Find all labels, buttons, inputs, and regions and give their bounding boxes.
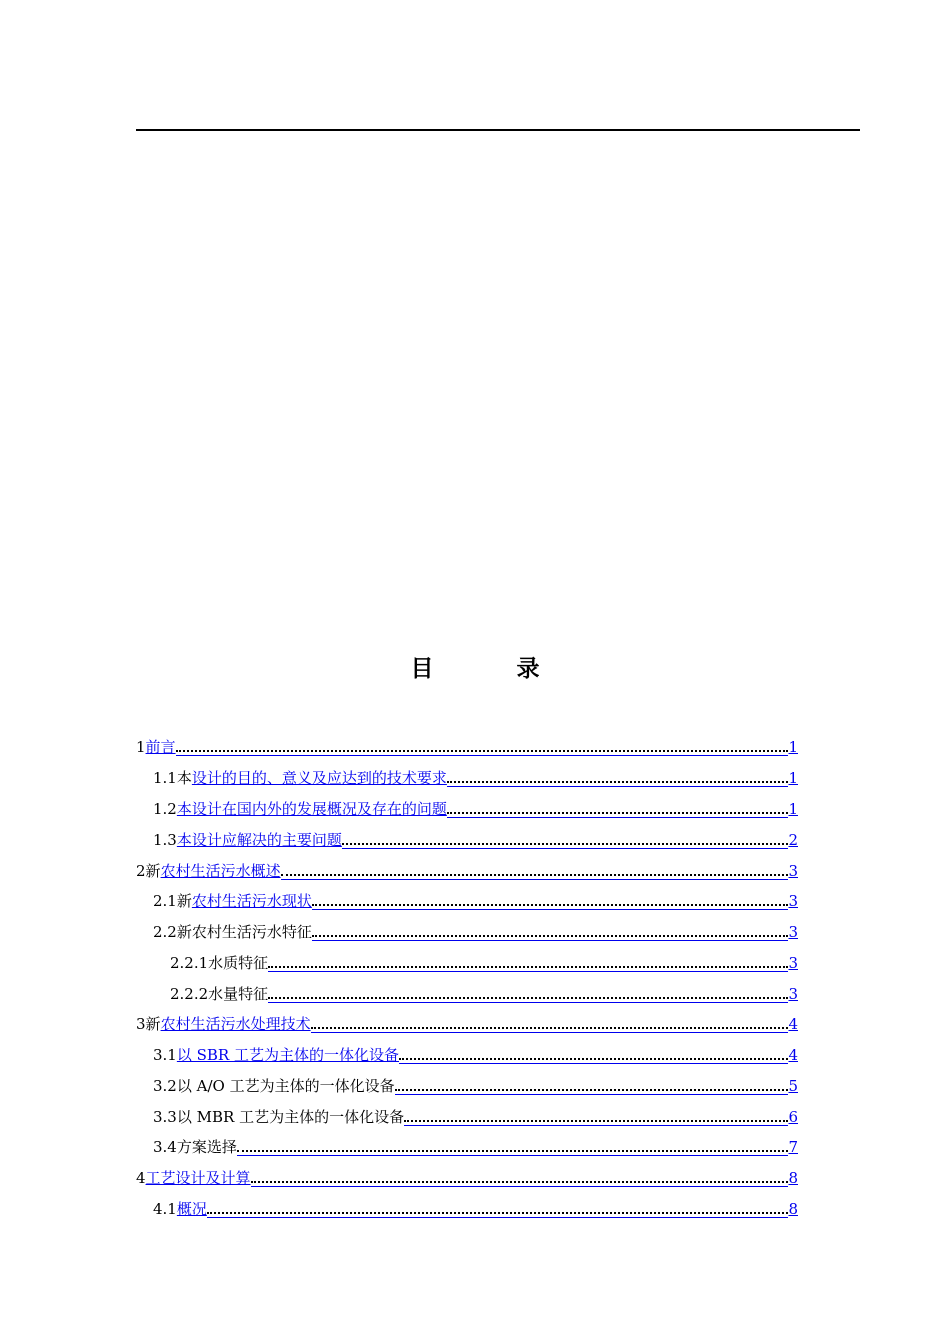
toc-entry-link[interactable]: 农村生活污水现状 (191, 892, 312, 910)
toc-entry-4[interactable] (136, 1164, 798, 1188)
toc-entry-2-2-1[interactable] (170, 949, 798, 973)
toc-entry-2-2[interactable] (153, 918, 798, 942)
toc-entry-number: 2.2 (153, 923, 177, 941)
toc-entry-2[interactable] (136, 857, 798, 881)
toc-title: 目 录 (410, 655, 570, 682)
toc-dot-leader (176, 737, 789, 757)
toc-entry-link[interactable]: 前言 (145, 738, 176, 756)
toc-page-number[interactable]: 4 (788, 1015, 798, 1033)
toc-entry-link[interactable]: 本设计应解决的主要问题 (176, 831, 342, 849)
toc-entry-number: 2.1 (153, 892, 177, 910)
toc-entry-number: 3.1 (153, 1046, 177, 1064)
toc-entry-text: 新 (176, 892, 192, 910)
toc-entry-3-4[interactable] (153, 1133, 798, 1157)
toc-entry-link[interactable]: 以 SBR 工艺为主体的一体化设备 (176, 1046, 399, 1064)
toc-entry-link[interactable]: 工艺设计及计算 (145, 1169, 251, 1187)
toc-entry-number: 3.3 (153, 1108, 177, 1126)
toc-entry-link[interactable]: 概况 (176, 1200, 207, 1218)
toc-page-number[interactable]: 7 (788, 1138, 798, 1156)
toc-dot-leader (207, 1199, 789, 1219)
toc-entry-link[interactable]: 农村生活污水概述 (160, 862, 281, 880)
toc-entry-2-1[interactable] (153, 887, 798, 911)
toc-entry-3-3[interactable] (153, 1103, 798, 1127)
toc-dot-leader (237, 1137, 789, 1157)
toc-entry-4-1[interactable] (153, 1195, 798, 1219)
toc-dot-leader (268, 984, 788, 1004)
toc-page-number[interactable]: 5 (788, 1077, 798, 1095)
toc-entry-text: 以 A/O 工艺为主体的一体化设备 (176, 1077, 395, 1095)
toc-entry-number: 1.3 (153, 831, 177, 849)
toc-page-number[interactable]: 3 (788, 892, 798, 910)
toc-entry-number: 2 (136, 862, 146, 880)
toc-entry-link[interactable]: 农村生活污水处理技术 (160, 1015, 311, 1033)
toc-entry-text: 以 MBR 工艺为主体的一体化设备 (176, 1108, 405, 1126)
toc-entry-number: 2.2.2 (170, 985, 209, 1003)
toc-entry-text: 本 (176, 769, 192, 787)
toc-dot-leader (312, 891, 789, 911)
toc-dot-leader (268, 953, 788, 973)
toc-dot-leader (447, 768, 789, 788)
toc-dot-leader (281, 861, 789, 881)
toc-entry-link[interactable]: 设计的目的、意义及应达到的技术要求 (191, 769, 447, 787)
toc-page-number[interactable]: 1 (788, 738, 798, 756)
toc-dot-leader (342, 830, 789, 850)
toc-entry-1-2[interactable] (153, 795, 798, 819)
toc-page-number[interactable]: 4 (788, 1046, 798, 1064)
toc-page-number[interactable]: 3 (788, 862, 798, 880)
toc-page-number[interactable]: 6 (788, 1108, 798, 1126)
toc-page-number[interactable]: 3 (788, 985, 798, 1003)
toc-entry-text: 方案选择 (176, 1138, 237, 1156)
toc-page-number[interactable]: 8 (788, 1200, 798, 1218)
toc-page-number[interactable]: 1 (788, 769, 798, 787)
toc-entry-number: 3.4 (153, 1138, 177, 1156)
toc-entry-number: 2.2.1 (170, 954, 209, 972)
toc-dot-leader (251, 1168, 789, 1188)
toc-entry-text: 水质特征 (208, 954, 269, 972)
toc-entry-1-1[interactable] (153, 764, 798, 788)
toc-entry-number: 1.1 (153, 769, 177, 787)
toc-dot-leader (312, 922, 789, 942)
toc-entry-number: 1.2 (153, 800, 177, 818)
toc-page-number[interactable]: 1 (788, 800, 798, 818)
toc-entry-number: 1 (136, 738, 146, 756)
toc-entry-3-2[interactable] (153, 1072, 798, 1096)
toc-page-number[interactable]: 8 (788, 1169, 798, 1187)
toc-entry-text: 新农村生活污水特征 (176, 923, 312, 941)
toc-dot-leader (395, 1076, 789, 1096)
toc-entry-number: 3.2 (153, 1077, 177, 1095)
toc-dot-leader (404, 1107, 788, 1127)
toc-page-number[interactable]: 3 (788, 954, 798, 972)
toc-entry-1[interactable] (136, 733, 798, 757)
toc-entry-number: 4.1 (153, 1200, 177, 1218)
toc-entry-number: 3 (136, 1015, 146, 1033)
toc-entry-number: 4 (136, 1169, 146, 1187)
toc-entry-text: 水量特征 (208, 985, 269, 1003)
toc-entry-text: 新 (145, 862, 161, 880)
toc-dot-leader (311, 1014, 789, 1034)
toc-page-number[interactable]: 3 (788, 923, 798, 941)
toc-entry-text: 新 (145, 1015, 161, 1033)
toc-dot-leader (399, 1045, 788, 1065)
toc-entry-3[interactable] (136, 1010, 798, 1034)
toc-entry-2-2-2[interactable] (170, 980, 798, 1004)
toc-entry-1-3[interactable] (153, 826, 798, 850)
toc-entry-3-1[interactable] (153, 1041, 798, 1065)
toc-page-number[interactable]: 2 (788, 831, 798, 849)
toc-dot-leader (447, 799, 789, 819)
toc-entry-link[interactable]: 本设计在国内外的发展概况及存在的问题 (176, 800, 447, 818)
